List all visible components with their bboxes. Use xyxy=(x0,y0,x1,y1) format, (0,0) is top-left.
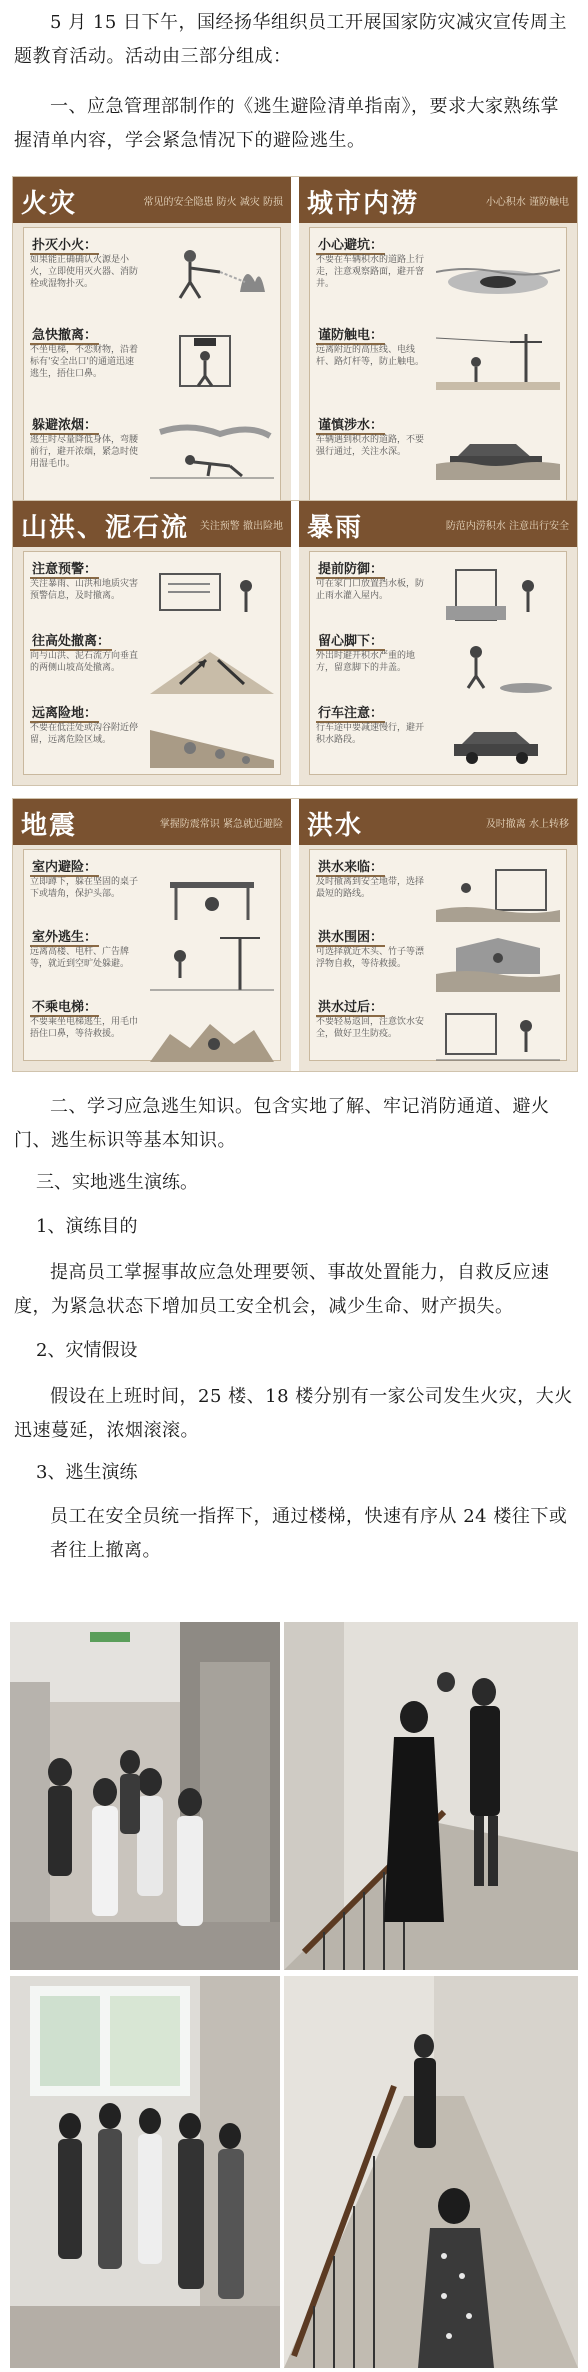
section-text: 远离高楼、电杆、广告牌等，就近到空旷处躲避。 xyxy=(30,947,130,969)
section-text: 行车途中要减速慢行，避开积水路段。 xyxy=(316,723,425,745)
warning-broadcast-illustration xyxy=(150,566,274,624)
drill-paragraph-1: 提高员工掌握事故应急处理要领、事故处置能力，自救反应速度，为紧急状态下增加员工安全机会，减少生命、财产损失。 xyxy=(14,1262,550,1317)
section-label: 往高处撤离： xyxy=(30,630,112,651)
photo-stair-landing-group xyxy=(10,1976,280,2368)
section-label: 小心避坑： xyxy=(316,234,385,255)
outdoor-escape-illustration xyxy=(150,934,274,992)
panel-title: 山洪、泥石流 xyxy=(21,513,190,543)
poster-section xyxy=(30,414,274,502)
rubble-illustration xyxy=(150,1004,274,1062)
poster-section xyxy=(316,856,560,926)
panel-subtitle: 小心积水 谨防触电 xyxy=(485,197,569,208)
section-label: 扑灭小火： xyxy=(30,234,99,255)
car-in-water-illustration xyxy=(436,422,560,480)
poster-section xyxy=(30,324,274,412)
poster-section xyxy=(316,414,560,502)
section-text: 向与山洪、泥石流方向垂直的两侧山坡高处撤离。 xyxy=(30,651,139,673)
manhole-illustration xyxy=(436,242,560,300)
section-text: 可选择就近木头、竹子等漂浮物自救，等待救援。 xyxy=(316,947,425,969)
drill-heading-3: 3、逃生演练 xyxy=(36,1462,138,1483)
section-text: 逃生时尽量降低身体，弯腰前行，避开浓烟，紧急时使用湿毛巾。 xyxy=(30,435,139,469)
section-label: 不乘电梯： xyxy=(30,996,99,1017)
panel-earthquake xyxy=(13,799,291,1071)
poster-earthquake-flood xyxy=(12,798,578,1072)
panel-flood xyxy=(299,799,577,1071)
panel-title: 地震 xyxy=(21,811,78,841)
section-text: 远离附近的高压线、电线杆、路灯杆等，防止触电。 xyxy=(316,345,425,367)
part3-heading: 三、实地逃生演练。 xyxy=(36,1172,198,1193)
section-label: 急快撤离： xyxy=(30,324,99,345)
poster-section xyxy=(30,702,274,774)
intro-paragraph: 5 月 15 日下午，国经扬华组织员工开展国家防灾减灾宣传周主题教育活动。活动由三部分组成： xyxy=(14,12,568,67)
poster-section xyxy=(30,856,274,926)
after-flood-illustration xyxy=(436,1004,560,1062)
poster-section xyxy=(316,926,560,996)
part2-paragraph: 二、学习应急逃生知识。包含实地了解、牢记消防通道、避火门、逃生标识等基本知识。 xyxy=(14,1096,550,1151)
section-text: 可在家门口放置挡水板，防止雨水灌入屋内。 xyxy=(316,579,425,601)
section-label: 室内避险： xyxy=(30,856,99,877)
photo-stairwell-walking xyxy=(284,1976,578,2368)
panel-subtitle: 掌握防震常识 紧急就近避险 xyxy=(159,819,283,830)
poster-section xyxy=(316,996,560,1066)
poster-section xyxy=(30,234,274,322)
panel-rainstorm xyxy=(299,501,577,785)
section-label: 室外逃生： xyxy=(30,926,99,947)
poster-section xyxy=(316,630,560,702)
section-text: 不要在车辆积水的道路上行走，注意观察路面，避开窨井。 xyxy=(316,255,425,289)
flood-trapped-illustration xyxy=(436,934,560,992)
panel-subtitle: 关注预警 撤出险地 xyxy=(199,521,283,532)
section-text: 不要轻易返回，注意饮水安全，做好卫生防疫。 xyxy=(316,1017,425,1039)
poster-section xyxy=(316,324,560,412)
photo-stairwell-descent xyxy=(284,1622,578,1970)
part1-paragraph: 一、应急管理部制作的《逃生避险清单指南》，要求大家熟练掌握清单内容，学会紧急情况下的避险逃生。 xyxy=(14,96,559,151)
section-text: 不坐电梯，不恋财物，沿着标有'安全出口'的通道迅速逃生，捂住口鼻。 xyxy=(30,345,139,379)
poster-section xyxy=(30,926,274,996)
section-label: 谨慎涉水： xyxy=(316,414,385,435)
poster-section xyxy=(30,630,274,702)
panel-title: 火灾 xyxy=(21,189,78,219)
panel-urban-flood xyxy=(299,177,577,515)
section-label: 留心脚下： xyxy=(316,630,385,651)
poster-section xyxy=(30,996,274,1066)
panel-title: 暴雨 xyxy=(307,513,364,543)
section-text: 立即蹲下，躲在坚固的桌子下或墙角，保护头部。 xyxy=(30,877,139,899)
section-text: 车辆遇到积水的道路，不要强行通过，关注水深。 xyxy=(316,435,425,457)
section-text: 如果能正确确认火源是小火，立即使用灭火器、消防栓或湿物扑灭。 xyxy=(30,255,139,289)
debris-flow-illustration xyxy=(150,710,274,768)
hide-under-table-illustration xyxy=(150,864,274,922)
section-text: 不要在低洼处或沟谷附近停留，远离危险区域。 xyxy=(30,723,139,745)
panel-subtitle: 及时撤离 水上转移 xyxy=(485,819,569,830)
poster-landslide-rainstorm xyxy=(12,500,578,786)
uphill-arrow-illustration xyxy=(150,638,274,696)
drill-paragraph-3: 员工在安全员统一指挥下，通过楼梯，快速有序从 24 楼往下或者往上撤离。 xyxy=(50,1506,568,1561)
panel-title: 洪水 xyxy=(307,811,364,841)
poster-fire-urban-flood xyxy=(12,176,578,516)
section-label: 洪水来临： xyxy=(316,856,385,877)
section-text: 关注暴雨、山洪和地质灾害预警信息，及时撤离。 xyxy=(30,579,139,601)
section-text: 及时撤离到安全地带，选择最短的路线。 xyxy=(316,877,425,899)
section-label: 洪水围困： xyxy=(316,926,385,947)
drill-heading-1: 1、演练目的 xyxy=(36,1216,138,1237)
section-text: 不要乘坐电梯逃生，用毛巾捂住口鼻，等待救援。 xyxy=(30,1017,139,1039)
fire-extinguisher-illustration xyxy=(150,242,274,300)
flood-evacuation-illustration xyxy=(436,864,560,922)
panel-subtitle: 常见的安全隐患 防火 减灾 防损 xyxy=(143,197,283,208)
section-label: 谨防触电： xyxy=(316,324,385,345)
section-label: 洪水过后： xyxy=(316,996,385,1017)
walking-puddle-illustration xyxy=(436,638,560,696)
crawling-smoke-illustration xyxy=(150,422,274,480)
panel-fire xyxy=(13,177,291,515)
panel-landslide xyxy=(13,501,291,785)
photo-corridor-group xyxy=(10,1622,280,1970)
car-driving-rain-illustration xyxy=(436,710,560,768)
section-label: 远离险地： xyxy=(30,702,99,723)
poster-section xyxy=(316,558,560,630)
section-label: 行车注意： xyxy=(316,702,385,723)
drill-paragraph-2: 假设在上班时间，25 楼、18 楼分别有一家公司发生火灾，大火迅速蔓延，浓烟滚滚。 xyxy=(14,1386,573,1441)
section-label: 提前防御： xyxy=(316,558,385,579)
power-pole-illustration xyxy=(436,332,560,390)
panel-title: 城市内涝 xyxy=(307,189,420,219)
sandbag-illustration xyxy=(436,566,560,624)
evacuation-illustration xyxy=(150,332,274,390)
section-label: 注意预警： xyxy=(30,558,99,579)
section-label: 躲避浓烟： xyxy=(30,414,99,435)
poster-section xyxy=(316,702,560,774)
poster-section xyxy=(316,234,560,322)
section-text: 外出时避开积水严重的地方，留意脚下的井盖。 xyxy=(316,651,416,673)
panel-subtitle: 防范内涝积水 注意出行安全 xyxy=(445,521,569,532)
poster-section xyxy=(30,558,274,630)
drill-heading-2: 2、灾情假设 xyxy=(36,1340,138,1361)
